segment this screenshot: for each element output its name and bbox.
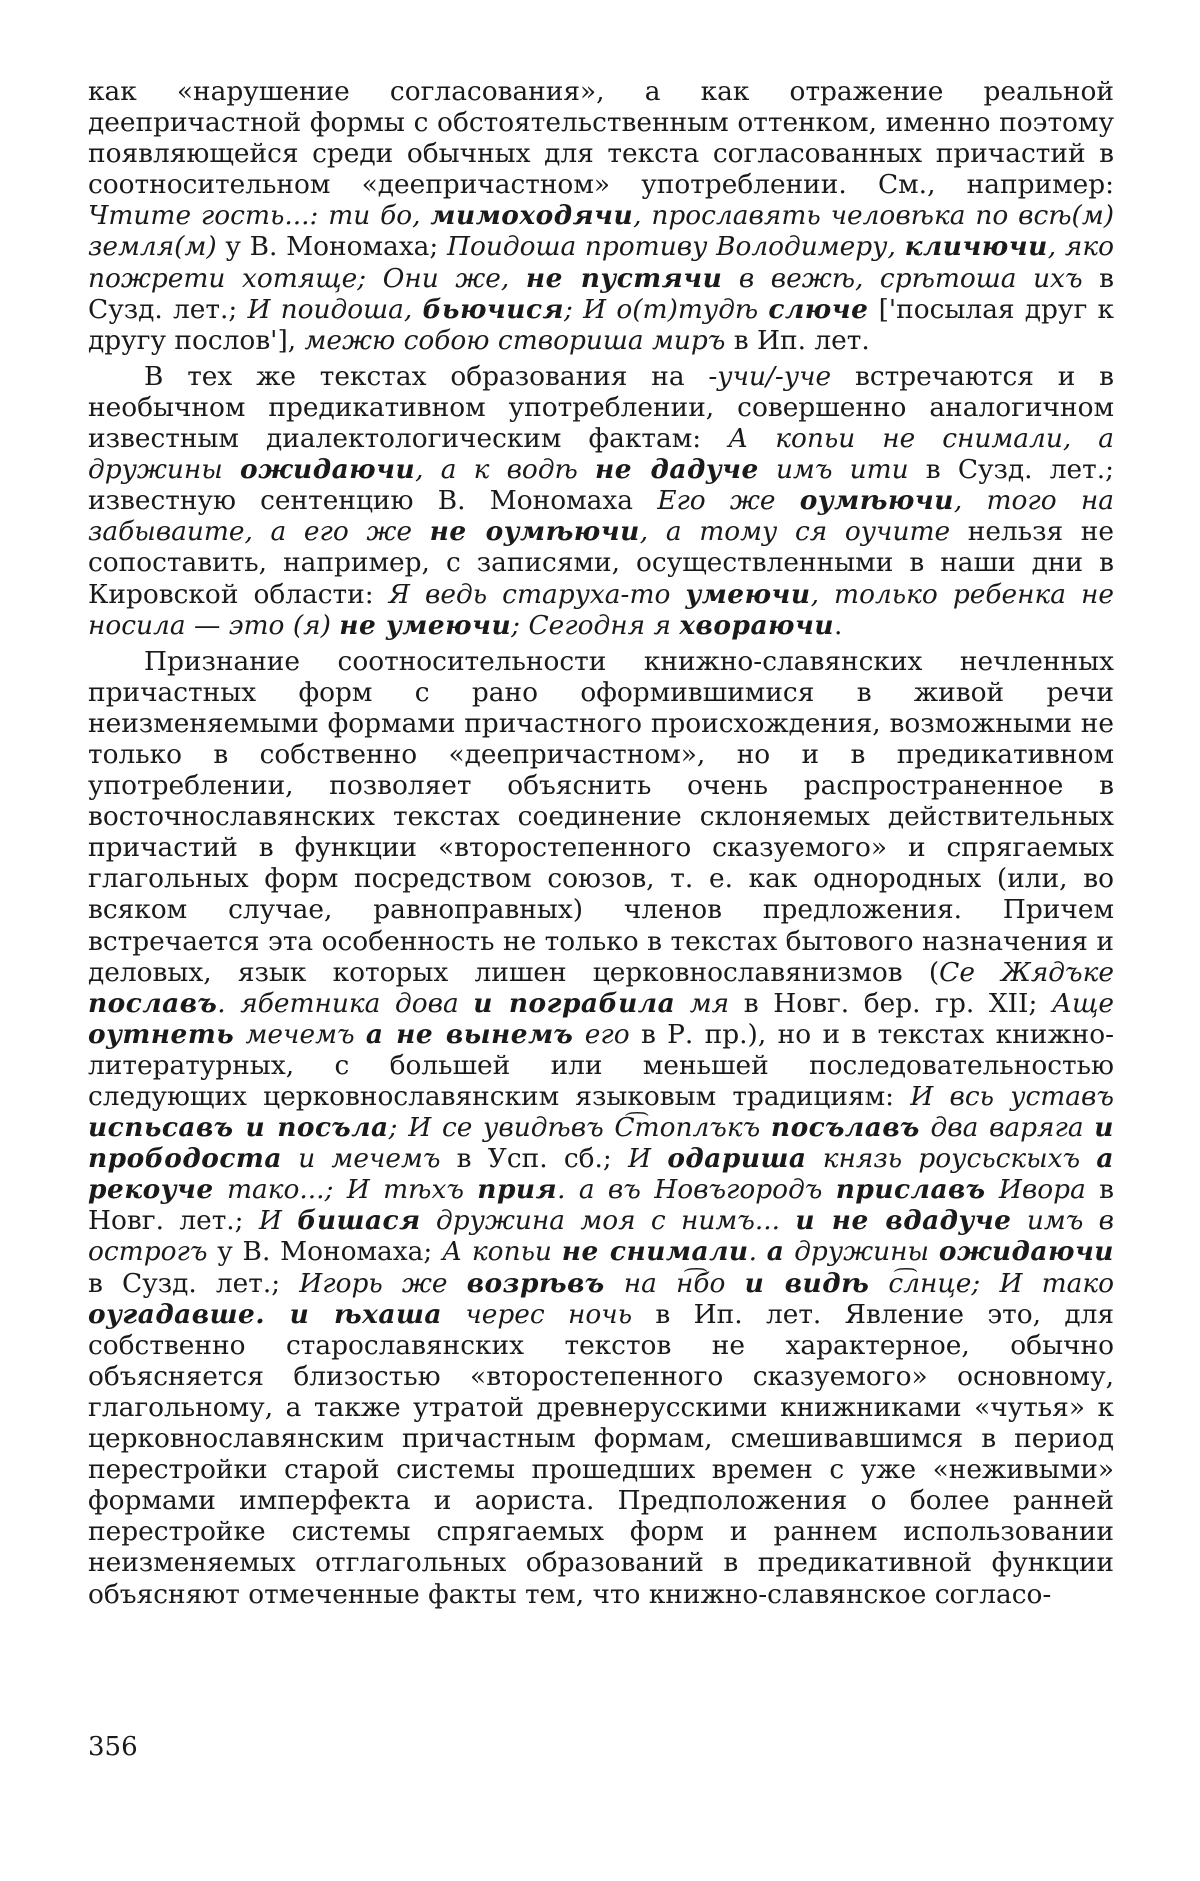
example-quote: ; Сегодня я	[511, 609, 680, 641]
emphasized-example: пославъ	[88, 987, 218, 1019]
example-quote: .	[748, 1236, 767, 1268]
body-text: у В. Мономаха;	[207, 1236, 443, 1268]
example-quote: И	[258, 1205, 298, 1237]
emphasized-example: посълавъ	[770, 1112, 920, 1144]
example-quote: , яко пожрети хотяще; Они же,	[88, 231, 1115, 294]
body-text: в Сузд. лет.; известную сентенцию В. Мономаха	[88, 454, 1115, 517]
example-quote: И	[628, 1143, 668, 1175]
body-text: в Ип. лет.	[725, 324, 870, 356]
emphasized-example: испьсавъ и посъла	[88, 1112, 389, 1144]
body-text: в Сузд. лет.;	[88, 1267, 300, 1299]
example-quote: князь роусьскыхъ	[806, 1143, 1097, 1175]
body-text: в Усп. сб.;	[440, 1143, 629, 1175]
example-quote: ; И о(т)тудѣ	[564, 293, 769, 325]
emphasized-example: оумѣючи	[799, 485, 954, 517]
example-quote: в вежѣ, срѣтоша ихъ	[722, 262, 1083, 294]
emphasized-example: не оумѣючи	[429, 516, 640, 548]
emphasized-example: и видѣ	[744, 1267, 870, 1299]
example-quote: тако...; И тѣхъ	[213, 1174, 478, 1206]
emphasized-example: одариша	[667, 1143, 807, 1175]
body-text: в Сузд. лет.;	[88, 262, 1114, 325]
emphasized-example: и прободоста	[88, 1112, 1114, 1175]
emphasized-example: и пограбила	[473, 987, 676, 1019]
emphasized-example: не дадуче	[595, 454, 759, 486]
example-quote: , того на забываите, а его же	[88, 485, 1114, 548]
example-quote: , а тому ся оучите	[639, 516, 951, 548]
emphasized-example: а рекоуче	[88, 1143, 1114, 1206]
example-quote: ; И се увидѣвъ С͡топлъкъ	[388, 1112, 771, 1144]
example-quote: И поидоша,	[247, 293, 423, 325]
emphasized-example: умеючи	[685, 578, 811, 610]
example-quote: , только ребенка не носила — это (я)	[88, 578, 1115, 641]
body-text: в Новг. лет.;	[88, 1174, 1115, 1237]
example-quote: Его же	[657, 485, 800, 517]
emphasized-example: возрѣвъ	[466, 1267, 605, 1299]
example-quote: Ивора	[985, 1174, 1086, 1206]
body-text: нельзя не сопоставить, например, с записями, осуществленными в наши дни в Кировской области:	[88, 516, 1114, 610]
emphasized-example: хвораючи	[679, 609, 835, 641]
example-quote: Я ведь старуха-то	[388, 578, 686, 610]
body-text: у В. Мономаха;	[216, 231, 447, 263]
example-quote: А копьи	[442, 1236, 562, 1268]
example-quote: . ябетника дова	[217, 987, 474, 1019]
page-body	[88, 76, 1114, 1610]
example-quote: -учи/-уче	[708, 360, 832, 392]
body-text: .	[834, 609, 843, 641]
example-quote: дружина моя с нимъ...	[420, 1205, 796, 1237]
example-quote: на н͡бо	[604, 1267, 745, 1299]
emphasized-example: бьючися	[422, 293, 565, 325]
example-quote: Поидоша противу Володимеру,	[446, 231, 905, 263]
example-quote: имъ ити	[758, 454, 909, 486]
body-text: В тех же текстах образования на	[144, 360, 709, 392]
example-quote: и мечемъ	[281, 1143, 441, 1175]
paragraph-2	[88, 361, 1114, 641]
paragraph-1	[88, 76, 1114, 356]
body-text: в Новг. бер. гр. XII;	[729, 987, 1052, 1019]
example-quote: А копьи не снимали, а дружины	[88, 423, 1115, 486]
emphasized-example: и не вдадуче	[795, 1205, 1012, 1237]
example-quote: Чтите гость...: ти бо,	[88, 200, 431, 232]
example-quote: межю собою створиша миръ	[304, 324, 726, 356]
emphasized-example: не пустячи	[525, 262, 723, 294]
emphasized-example: не снимали	[561, 1236, 749, 1268]
example-quote: Аще	[1051, 987, 1114, 1019]
emphasized-example: оутнеть	[88, 1018, 235, 1050]
emphasized-example: а	[766, 1236, 785, 1268]
body-text: в Ип. лет. Явление это, для собственно старославянских текстов не характерное, обычно объясняется близостью «второстепенного сказуемого» основному, глагольному, а также утратой древнерусскими книжниками «чутья» к церковнославянским причастным формам, смешивавшимся в период перестройки старой системы прошедших времен с уже «неживыми» формами имперфекта и аориста. Предположения о более ранней перестройке системы спрягаемых форм и раннем использовании неизменяемых отглагольных образований в предикативной функции объясняют отмеченные факты тем, что книжно-славянское согласо-	[88, 1298, 1114, 1610]
example-quote: мечемъ	[234, 1018, 366, 1050]
emphasized-example: слюче	[768, 293, 869, 325]
emphasized-example: ожидаючи	[239, 454, 416, 486]
example-quote: имъ в острогъ	[88, 1205, 1114, 1268]
emphasized-example: прия	[477, 1174, 558, 1206]
emphasized-example: приславъ	[835, 1174, 986, 1206]
emphasized-example: мимоходячи	[430, 200, 634, 232]
body-text: в Р. пр.), но и в текстах книжно-литературных, с большей или меньшей последовательностью следующих церковнославянским языковым традициям:	[88, 1018, 1115, 1112]
emphasized-example: а не вынемъ	[365, 1018, 574, 1050]
example-quote: Игорь же	[299, 1267, 467, 1299]
emphasized-example: не умеючи	[339, 609, 512, 641]
example-quote: . а въ Новъгородъ	[557, 1174, 836, 1206]
example-quote: дружины	[784, 1236, 939, 1268]
example-quote: с͡лнце; И тако	[869, 1267, 1115, 1299]
example-quote: , а к водѣ	[415, 454, 596, 486]
body-text: Признание соотносительности книжно-славянских нечленных причастных форм с рано оформившимися в живой речи неизменяемыми формами причастного происхождения, возможными не только в собственно «деепричастном», но и в предикативном употреблении, позволяет объяснить очень распространенное в восточнославянских текстах соединение склоняемых действительных причастий в функции «второстепенного сказуемого» и спрягаемых глагольных форм посредством союзов, т. е. как однородных (или, во всяком случае, равноправных) членов предложения. Причем встречается эта особенность не только в текстах бытового назначения и деловых, язык которых лишен церковнославянизмов (	[88, 645, 1114, 988]
example-quote: И всь уставъ	[910, 1081, 1114, 1112]
emphasized-example: ожидаючи	[938, 1236, 1114, 1268]
paragraph-3	[88, 646, 1114, 1610]
example-quote: мя	[675, 987, 730, 1019]
example-quote: два варяга	[919, 1112, 1095, 1144]
example-quote: , прославять человѣка по всѣ(м) земля(м)	[88, 200, 1114, 263]
body-text: ['посылая друг к другу послов'],	[88, 293, 1114, 356]
emphasized-example: бишася	[297, 1205, 421, 1237]
body-text: встречаются и в необычном предикативном употреблении, совершенно аналогичном известным диалектологическим фактам:	[88, 360, 1114, 455]
emphasized-example: кличючи	[904, 231, 1048, 263]
example-quote: его	[573, 1018, 630, 1050]
page-number: 356	[88, 1732, 138, 1762]
example-quote: черес ночь	[442, 1298, 633, 1330]
emphasized-example: оугадавше. и ѣхаша	[88, 1298, 443, 1330]
example-quote: Се Жядъке	[939, 956, 1114, 988]
body-text: как «нарушение согласования», а как отражение реальной деепричастной формы с обстоятельственным оттенком, именно поэтому появляющейся среди обычных для текста согласованных причастий в соотносительном «деепричастном» употреблении. См., например:	[88, 76, 1114, 201]
